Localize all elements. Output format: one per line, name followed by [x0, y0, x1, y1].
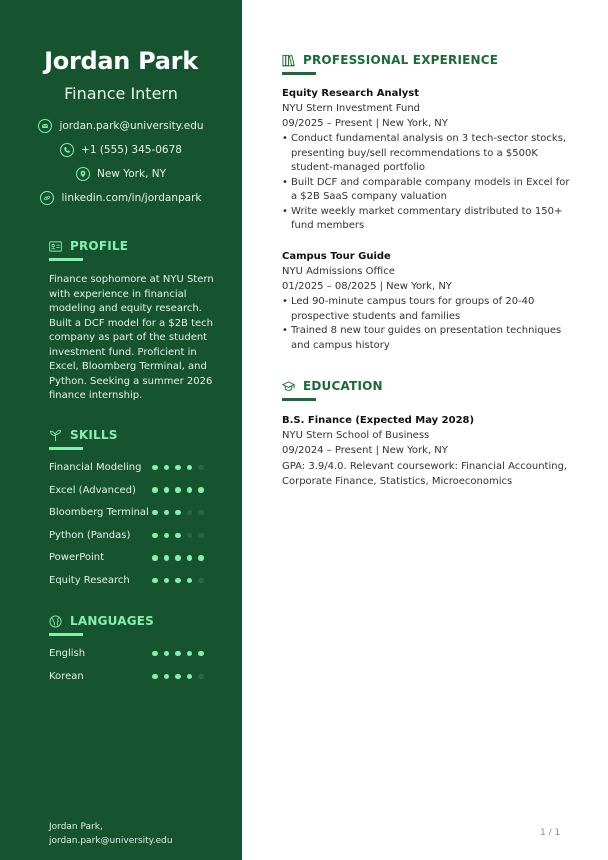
skill-label: Excel (Advanced)	[49, 484, 136, 496]
rating-dot-filled	[152, 465, 158, 471]
job-title: Equity Research Analyst	[282, 88, 420, 99]
experience-entry	[282, 86, 572, 234]
education-dates-location: 09/2024 – Present | New York, NY	[282, 445, 448, 456]
rating-dot-filled	[164, 651, 170, 657]
skill-rating	[152, 533, 204, 539]
rating-dot-empty	[198, 510, 204, 516]
rating-dot-filled	[187, 555, 193, 561]
rating-dot-filled	[164, 578, 170, 584]
education-description: GPA: 3.9/4.0. Relevant coursework: Financial Accounting, Corporate Finance, Statistics, Microeconomics	[282, 461, 568, 487]
languages-heading	[49, 614, 154, 628]
experience-heading	[282, 53, 498, 67]
skill-label: Financial Modeling	[49, 462, 142, 473]
rating-dot-filled	[187, 465, 193, 471]
rating-dot-filled	[175, 510, 181, 516]
education-heading	[282, 379, 383, 393]
books-icon	[282, 54, 295, 67]
contact-phone-text: +1 (555) 345-0678	[81, 144, 182, 156]
skills-heading-text: SKILLS	[70, 428, 118, 442]
sidebar	[0, 0, 242, 860]
rating-dot-filled	[152, 555, 158, 561]
rating-dot-filled	[198, 487, 204, 493]
job-bullet: • Trained 8 new tour guides on presentation techniques and campus history	[282, 324, 572, 353]
id-card-icon	[49, 240, 62, 253]
footer-name: Jordan Park,	[49, 822, 103, 832]
globe-icon	[49, 615, 62, 628]
contact-email-text: jordan.park@university.edu	[59, 120, 204, 132]
skill-label: Equity Research	[49, 575, 130, 586]
rating-dot-filled	[187, 674, 193, 680]
skill-label: Bloomberg Terminal	[49, 507, 149, 519]
job-bullets	[282, 132, 572, 234]
language-label: Korean	[49, 671, 84, 682]
job-dates-location: 09/2025 – Present | New York, NY	[282, 118, 448, 129]
job-bullet: • Built DCF and comparable company models in Excel for a $2B SaaS company valuation	[282, 176, 572, 205]
rating-dot-filled	[152, 578, 158, 584]
rating-dot-empty	[198, 533, 204, 539]
rating-dot-filled	[152, 651, 158, 657]
language-row	[49, 671, 209, 682]
language-rating	[152, 674, 204, 680]
rating-dot-filled	[152, 487, 158, 493]
job-organization: NYU Admissions Office	[282, 266, 395, 277]
rating-dot-empty	[187, 533, 193, 539]
rating-dot-filled	[152, 533, 158, 539]
skill-label: Python (Pandas)	[49, 529, 131, 541]
rating-dot-filled	[187, 487, 193, 493]
profile-summary: Finance sophomore at NYU Stern with experience in financial modeling and equity research. Built a DCF model for a $2B tech company as part of the student investment fund. Proficient in Excel, Bloomberg Terminal, and Python. Seeking a summer 2026 finance internship.	[49, 274, 214, 401]
skill-rating	[152, 555, 204, 561]
footer-email: jordan.park@university.edu	[49, 836, 173, 846]
languages-heading-text: LANGUAGES	[70, 614, 154, 628]
school-name: NYU Stern School of Business	[282, 430, 430, 441]
skill-row	[49, 552, 209, 563]
profile-underline	[49, 258, 83, 261]
candidate-title: Finance Intern	[64, 84, 178, 103]
rating-dot-filled	[175, 674, 181, 680]
rating-dot-empty	[198, 578, 204, 584]
language-label: English	[49, 648, 86, 659]
skill-rating	[152, 487, 204, 493]
languages-underline	[49, 633, 83, 636]
rating-dot-filled	[164, 555, 170, 561]
language-rating	[152, 651, 204, 657]
education-heading-text: EDUCATION	[303, 379, 383, 393]
skill-rating	[152, 510, 204, 516]
education-underline	[282, 398, 316, 401]
rating-dot-filled	[175, 555, 181, 561]
job-bullet: • Conduct fundamental analysis on 3 tech-sector stocks, presenting buy/sell recommendations to a $500K student-managed portfolio	[282, 132, 572, 176]
rating-dot-filled	[164, 510, 170, 516]
education-entry	[282, 413, 572, 489]
skills-underline	[49, 447, 83, 450]
job-dates-location: 01/2025 – 08/2025 | New York, NY	[282, 281, 452, 292]
contact-email[interactable]	[0, 119, 242, 133]
degree-title: B.S. Finance (Expected May 2028)	[282, 415, 475, 426]
skill-row	[49, 575, 209, 586]
rating-dot-filled	[175, 651, 181, 657]
skills-heading	[49, 428, 118, 442]
skill-row	[49, 485, 209, 496]
contact-phone[interactable]	[0, 143, 242, 157]
rating-dot-filled	[164, 674, 170, 680]
rating-dot-filled	[152, 674, 158, 680]
contact-linkedin[interactable]	[0, 191, 242, 205]
skill-label: PowerPoint	[49, 552, 105, 564]
page-number: 1 / 1	[540, 828, 561, 838]
candidate-name: Jordan Park	[44, 47, 198, 75]
link-icon	[40, 191, 54, 205]
rating-dot-filled	[187, 578, 193, 584]
language-row	[49, 648, 209, 659]
footer-contact	[49, 820, 173, 848]
rating-dot-filled	[175, 465, 181, 471]
skill-rating	[152, 465, 204, 471]
contact-location-text: New York, NY	[96, 168, 167, 180]
rating-dot-empty	[187, 510, 193, 516]
rating-dot-filled	[175, 578, 181, 584]
job-bullet: • Write weekly market commentary distributed to 150+ fund members	[282, 205, 572, 234]
job-title: Campus Tour Guide	[282, 251, 391, 262]
contact-linkedin-text: linkedin.com/in/jordanpark	[61, 192, 202, 204]
job-bullet: • Led 90-minute campus tours for groups of 20-40 prospective students and families	[282, 295, 572, 324]
rating-dot-filled	[175, 487, 181, 493]
rating-dot-filled	[175, 533, 181, 539]
contact-location	[0, 167, 242, 181]
phone-icon	[60, 143, 74, 157]
rating-dot-filled	[198, 555, 204, 561]
profile-heading	[49, 239, 128, 253]
rating-dot-filled	[198, 651, 204, 657]
job-organization: NYU Stern Investment Fund	[282, 103, 421, 114]
skill-row	[49, 530, 209, 541]
experience-underline	[282, 72, 316, 75]
experience-heading-text: PROFESSIONAL EXPERIENCE	[303, 53, 499, 67]
job-bullets	[282, 295, 572, 353]
skill-row	[49, 462, 209, 473]
rating-dot-filled	[152, 510, 158, 516]
sprout-icon	[49, 429, 62, 442]
experience-entry	[282, 249, 572, 353]
profile-heading-text: PROFILE	[70, 239, 129, 253]
graduation-cap-icon	[282, 380, 295, 393]
skill-rating	[152, 578, 204, 584]
email-icon	[38, 119, 52, 133]
rating-dot-filled	[164, 533, 170, 539]
rating-dot-filled	[187, 651, 193, 657]
skill-row	[49, 507, 209, 518]
rating-dot-empty	[198, 465, 204, 471]
location-icon	[76, 167, 90, 181]
rating-dot-filled	[164, 487, 170, 493]
rating-dot-empty	[198, 674, 204, 680]
rating-dot-filled	[164, 465, 170, 471]
